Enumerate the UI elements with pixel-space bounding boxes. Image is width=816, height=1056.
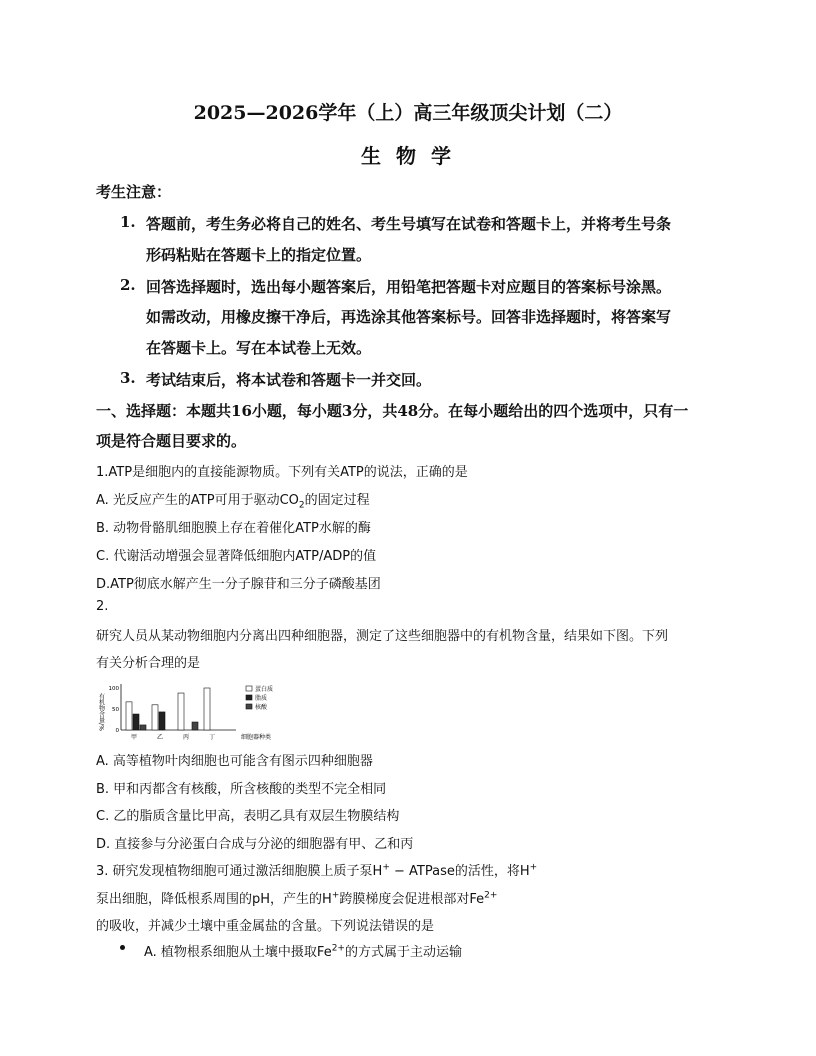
q1-stem: 1.ATP是细胞内的直接能源物质。下列有关ATP的说法，正确的是 — [96, 465, 468, 480]
subject-title: 生 物 学 — [361, 144, 455, 168]
section-heading-line-1: 一、选择题：本题共16小题，每小题3分，共48分。在每小题给出的四个选项中，只有一 — [96, 402, 689, 420]
x-tick-label: 甲 — [130, 734, 138, 741]
q3-stem-line-1: 3. 研究发现植物细胞可通过激活细胞膜上质子泵H+ − ATPase的活性，将H+ — [96, 862, 538, 879]
q1-option-b: B. 动物骨骼肌细胞膜上存在着催化ATP水解的酶 — [96, 521, 371, 536]
notice-item-2-line-1: 回答选择题时，选出每小题答案后，用铅笔把答题卡对应题目的答案标号涂黑。 — [146, 278, 672, 296]
y-tick-label: 0 — [115, 728, 119, 734]
notice-item-2-line-3: 在答题卡上。写在本试卷上无效。 — [146, 339, 372, 357]
x-tick-label: 丁 — [208, 734, 216, 741]
bullet-icon — [120, 945, 125, 950]
bar-乙-蛋白质 — [152, 705, 158, 730]
q1-option-d: D.ATP彻底水解产生一分子腺苷和三分子磷酸基团 — [96, 577, 381, 592]
organelle-content-chart — [96, 678, 286, 746]
q2-number: 2. — [96, 599, 109, 614]
q1-option-c: C. 代谢活动增强会显著降低细胞内ATP/ADP的值 — [96, 549, 377, 564]
y-axis-label — [98, 692, 105, 731]
legend-label: 核酸 — [255, 704, 268, 711]
y-tick-label: 100 — [108, 686, 119, 692]
legend-label: 蛋白质 — [255, 686, 274, 693]
q3-option-a: A. 植物根系细胞从土壤中摄取$Fe^{2+}$的方式属于主动运输 — [144, 943, 462, 960]
exam-title: 2025—2026学年（上）高三年级顶尖计划（二） — [193, 102, 623, 124]
legend-swatch — [246, 704, 252, 709]
bar-丙-蛋白质 — [178, 693, 184, 730]
q2-option-d: D. 直接参与分泌蛋白合成与分泌的细胞器有甲、乙和丙 — [96, 837, 414, 852]
q3-stem-line-2: 泵出细胞，降低根系周围的pH，产生的H+跨膜梯度会促进根部对$Fe^{2+}$ — [96, 890, 498, 907]
notice-item-1-line-1: 答题前，考生务必将自己的姓名、考生号填写在试卷和答题卡上，并将考生号条 — [146, 215, 672, 233]
bar-甲-核酸 — [140, 725, 146, 730]
notice-heading: 考生注意： — [96, 183, 172, 201]
notice-item-1-num: 1. — [120, 213, 136, 231]
notice-item-3-line-1: 考试结束后，将本试卷和答题卡一并交回。 — [146, 371, 432, 389]
legend-swatch — [246, 695, 252, 700]
q2-stem-line-2: 有关分析合理的是 — [96, 656, 201, 671]
x-axis-label: 细胞器种类 — [240, 734, 272, 741]
legend-swatch — [246, 686, 252, 691]
notice-item-2-num: 2. — [120, 276, 136, 294]
bar-甲-蛋白质 — [126, 702, 132, 730]
bar-乙-脂质 — [159, 712, 165, 730]
notice-item-2-line-2: 如需改动，用橡皮擦干净后，再选涂其他答案标号。回答非选择题时，将答案写 — [146, 308, 672, 326]
y-tick-label: 50 — [112, 707, 119, 713]
bar-丙-核酸 — [192, 722, 198, 730]
x-tick-label: 乙 — [156, 734, 164, 741]
bar-甲-脂质 — [133, 714, 139, 730]
section-heading-line-2: 项是符合题目要求的。 — [96, 432, 247, 450]
legend-label: 脂质 — [255, 695, 268, 702]
notice-item-1-line-2: 形码粘贴在答题卡上的指定位置。 — [146, 246, 372, 264]
q2-stem-line-1: 研究人员从某动物细胞内分离出四种细胞器，测定了这些细胞器中的有机物含量，结果如下图。下列 — [96, 629, 669, 644]
q2-option-b: B. 甲和丙都含有核酸，所含核酸的类型不完全相同 — [96, 782, 387, 797]
y-axis-label-text: 有机物含量/% — [97, 693, 105, 731]
notice-item-3-num: 3. — [120, 369, 136, 387]
bar-丁-蛋白质 — [204, 688, 210, 730]
q2-option-a: A. 高等植物叶肉细胞也可能含有图示四种细胞器 — [96, 754, 373, 769]
q3-stem-line-3: 的吸收，并减少土壤中重金属盐的含量。下列说法错误的是 — [96, 919, 435, 934]
q1-option-a: A. 光反应产生的ATP可用于驱动$CO_2$的固定过程 — [96, 493, 370, 511]
x-tick-label: 丙 — [182, 734, 190, 741]
q2-option-c: C. 乙的脂质含量比甲高，表明乙具有双层生物膜结构 — [96, 809, 400, 824]
